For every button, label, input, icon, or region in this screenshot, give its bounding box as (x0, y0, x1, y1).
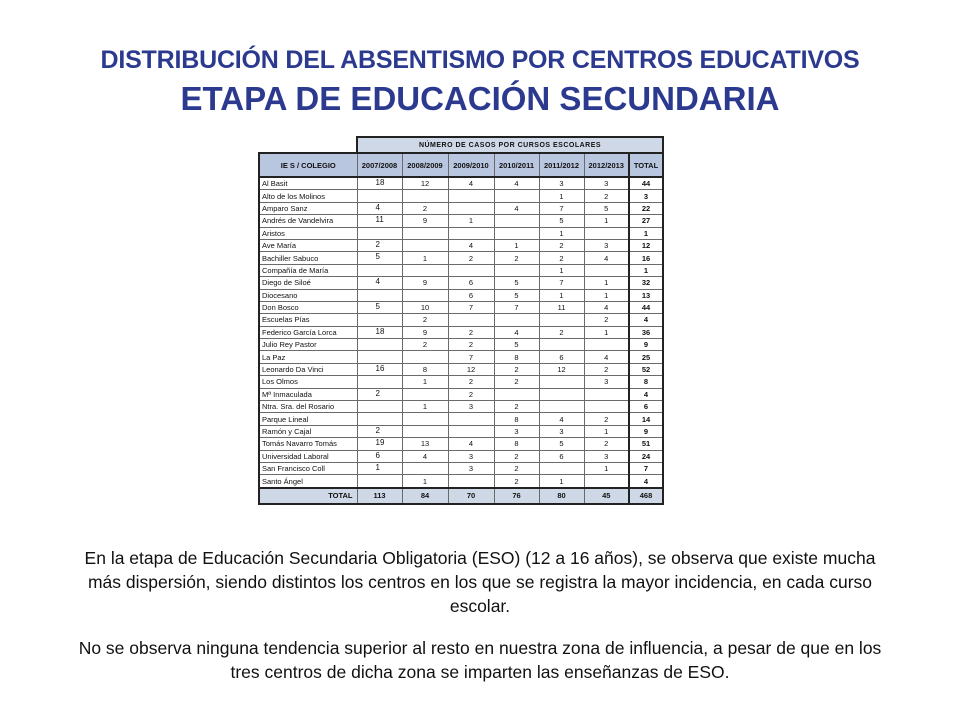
value-cell: 1 (357, 462, 402, 474)
school-name-cell: Federico García Lorca (259, 326, 357, 338)
row-total-cell: 14 (629, 413, 663, 425)
value-cell: 4 (448, 438, 494, 450)
column-header: 2011/2012 (539, 153, 584, 177)
value-cell (357, 264, 402, 276)
value-cell: 4 (494, 202, 539, 214)
value-cell: 2 (448, 326, 494, 338)
value-cell: 12 (402, 177, 448, 190)
table-row (259, 388, 663, 400)
value-cell: 7 (539, 202, 584, 214)
value-cell: 2 (448, 252, 494, 264)
value-cell: 2 (402, 202, 448, 214)
row-total-cell: 25 (629, 351, 663, 363)
table-total-row (259, 488, 663, 504)
value-cell: 3 (584, 239, 629, 251)
value-cell: 5 (494, 277, 539, 289)
row-total-cell: 4 (629, 388, 663, 400)
value-cell (584, 388, 629, 400)
value-cell: 5 (357, 252, 402, 264)
table-row (259, 215, 663, 227)
value-cell: 7 (448, 351, 494, 363)
value-cell (357, 413, 402, 425)
value-cell: 6 (539, 351, 584, 363)
table-row (259, 177, 663, 190)
value-cell (402, 190, 448, 202)
value-cell: 2 (584, 363, 629, 375)
value-cell: 1 (539, 264, 584, 276)
value-cell: 3 (448, 450, 494, 462)
value-cell: 1 (584, 462, 629, 474)
value-cell: 1 (584, 289, 629, 301)
value-cell: 1 (494, 239, 539, 251)
value-cell (584, 339, 629, 351)
value-cell: 7 (539, 277, 584, 289)
value-cell: 2 (494, 252, 539, 264)
value-cell: 8 (402, 363, 448, 375)
value-cell: 3 (539, 425, 584, 437)
school-name-cell: Universidad Laboral (259, 450, 357, 462)
value-cell (357, 227, 402, 239)
table-header-row (259, 153, 663, 177)
value-cell (448, 227, 494, 239)
value-cell (357, 339, 402, 351)
value-cell (494, 227, 539, 239)
value-cell: 2 (584, 190, 629, 202)
value-cell (402, 462, 448, 474)
school-name-cell: Julio Rey Pastor (259, 339, 357, 351)
table-row (259, 351, 663, 363)
value-cell (584, 264, 629, 276)
value-cell: 2 (494, 376, 539, 388)
value-cell: 2 (448, 339, 494, 351)
table-row (259, 289, 663, 301)
table-row (259, 277, 663, 289)
table-row (259, 462, 663, 474)
school-name-cell: Santo Ángel (259, 475, 357, 488)
table-row (259, 376, 663, 388)
row-total-cell: 44 (629, 301, 663, 313)
school-name-cell: Ave María (259, 239, 357, 251)
school-name-cell: Mª Inmaculada (259, 388, 357, 400)
value-cell (402, 239, 448, 251)
table-row (259, 326, 663, 338)
value-cell (357, 401, 402, 413)
table-row (259, 239, 663, 251)
value-cell: 18 (357, 177, 402, 190)
value-cell: 9 (402, 215, 448, 227)
row-total-cell: 8 (629, 376, 663, 388)
value-cell: 5 (494, 339, 539, 351)
value-cell (584, 401, 629, 413)
value-cell: 1 (539, 289, 584, 301)
table-row (259, 202, 663, 214)
table-row (259, 190, 663, 202)
column-header: 2008/2009 (402, 153, 448, 177)
absenteeism-table (258, 136, 664, 505)
value-cell: 1 (539, 190, 584, 202)
value-cell: 3 (584, 450, 629, 462)
value-cell: 1 (539, 475, 584, 488)
school-name-cell: Ntra. Sra. del Rosario (259, 401, 357, 413)
value-cell: 6 (539, 450, 584, 462)
value-cell: 2 (494, 401, 539, 413)
value-cell: 2 (494, 475, 539, 488)
value-cell: 1 (539, 227, 584, 239)
value-cell: 4 (494, 177, 539, 190)
value-cell (448, 202, 494, 214)
table-row (259, 475, 663, 488)
value-cell: 11 (539, 301, 584, 313)
row-total-cell: 1 (629, 264, 663, 276)
column-total-cell: 76 (494, 488, 539, 504)
value-cell: 4 (584, 301, 629, 313)
school-name-cell: Parque Lineal (259, 413, 357, 425)
page-title: DISTRIBUCIÓN DEL ABSENTISMO POR CENTROS EDUCATIVOS (100, 46, 860, 74)
paragraph-conclusion: No se observa ninguna tendencia superior al resto en nuestra zona de influencia, a pesar de que en los tres centros de dicha zona se imparten las enseñanzas de ESO. (78, 638, 882, 682)
table-group-header: NÚMERO DE CASOS POR CURSOS ESCOLARES (357, 137, 663, 153)
value-cell: 2 (357, 239, 402, 251)
column-header: 2012/2013 (584, 153, 629, 177)
school-name-cell: Don Bosco (259, 301, 357, 313)
row-total-cell: 36 (629, 326, 663, 338)
value-cell: 6 (448, 277, 494, 289)
value-cell (357, 475, 402, 488)
value-cell (402, 425, 448, 437)
value-cell (402, 413, 448, 425)
school-name-cell: Ramón y Cajal (259, 425, 357, 437)
value-cell: 4 (584, 351, 629, 363)
school-name-cell: Compañía de María (259, 264, 357, 276)
row-total-cell: 9 (629, 425, 663, 437)
value-cell: 16 (357, 363, 402, 375)
paragraph-observation: En la etapa de Educación Secundaria Obligatoria (ESO) (12 a 16 años), se observa que existe mucha más dispersión, siendo distintos los centros en los que se registra la mayor incidencia, en cada curso escolar. (84, 548, 876, 616)
column-total-cell: 84 (402, 488, 448, 504)
value-cell: 4 (402, 450, 448, 462)
absenteeism-table-container (258, 136, 662, 518)
column-total-cell: 45 (584, 488, 629, 504)
table-row (259, 425, 663, 437)
row-total-cell: 4 (629, 314, 663, 326)
row-total-cell: 12 (629, 239, 663, 251)
table-row (259, 252, 663, 264)
value-cell: 7 (448, 301, 494, 313)
value-cell (539, 339, 584, 351)
school-name-cell: San Francisco Coll (259, 462, 357, 474)
value-cell: 1 (584, 326, 629, 338)
value-cell: 1 (402, 376, 448, 388)
column-header: TOTAL (629, 153, 663, 177)
row-total-cell: 16 (629, 252, 663, 264)
value-cell: 8 (494, 438, 539, 450)
table-row (259, 413, 663, 425)
value-cell (357, 289, 402, 301)
value-cell (539, 388, 584, 400)
value-cell (402, 289, 448, 301)
value-cell: 12 (539, 363, 584, 375)
value-cell: 4 (448, 239, 494, 251)
value-cell (402, 227, 448, 239)
row-total-cell: 24 (629, 450, 663, 462)
value-cell (494, 314, 539, 326)
value-cell: 3 (584, 376, 629, 388)
table-row (259, 438, 663, 450)
row-total-cell: 7 (629, 462, 663, 474)
school-name-cell: Diocesano (259, 289, 357, 301)
value-cell: 6 (357, 450, 402, 462)
value-cell: 3 (448, 462, 494, 474)
school-name-cell: Escuelas Pías (259, 314, 357, 326)
row-total-cell: 4 (629, 475, 663, 488)
value-cell (494, 190, 539, 202)
value-cell: 3 (584, 177, 629, 190)
school-name-cell: Andrés de Vandelvira (259, 215, 357, 227)
value-cell: 2 (357, 425, 402, 437)
value-cell: 5 (584, 202, 629, 214)
value-cell: 2 (357, 388, 402, 400)
value-cell: 2 (448, 388, 494, 400)
row-total-cell: 27 (629, 215, 663, 227)
value-cell: 9 (402, 326, 448, 338)
value-cell: 1 (402, 475, 448, 488)
school-name-cell: Leonardo Da Vinci (259, 363, 357, 375)
value-cell: 1 (584, 277, 629, 289)
value-cell (494, 215, 539, 227)
value-cell: 2 (448, 376, 494, 388)
school-name-cell: Alto de los Molinos (259, 190, 357, 202)
value-cell: 2 (494, 462, 539, 474)
value-cell: 8 (494, 351, 539, 363)
value-cell: 4 (357, 277, 402, 289)
value-cell: 1 (584, 215, 629, 227)
table-group-header-row (259, 137, 663, 153)
value-cell (357, 190, 402, 202)
total-label-cell: TOTAL (259, 488, 357, 504)
value-cell: 8 (494, 413, 539, 425)
school-name-cell: La Paz (259, 351, 357, 363)
value-cell (539, 401, 584, 413)
value-cell: 5 (494, 289, 539, 301)
school-name-cell: Aristos (259, 227, 357, 239)
value-cell: 2 (539, 252, 584, 264)
value-cell: 2 (494, 450, 539, 462)
value-cell: 4 (584, 252, 629, 264)
value-cell: 2 (539, 326, 584, 338)
value-cell (539, 376, 584, 388)
column-header: 2009/2010 (448, 153, 494, 177)
value-cell: 9 (402, 277, 448, 289)
column-total-cell: 70 (448, 488, 494, 504)
row-total-cell: 22 (629, 202, 663, 214)
value-cell: 2 (402, 339, 448, 351)
table-row (259, 301, 663, 313)
value-cell (539, 462, 584, 474)
value-cell: 1 (584, 425, 629, 437)
value-cell (448, 475, 494, 488)
value-cell: 5 (357, 301, 402, 313)
school-name-cell: Amparo Sanz (259, 202, 357, 214)
value-cell: 5 (539, 438, 584, 450)
value-cell (402, 388, 448, 400)
row-total-cell: 6 (629, 401, 663, 413)
column-total-cell: 113 (357, 488, 402, 504)
school-name-cell: Los Olmos (259, 376, 357, 388)
value-cell: 19 (357, 438, 402, 450)
value-cell (584, 475, 629, 488)
row-total-cell: 13 (629, 289, 663, 301)
value-cell: 4 (357, 202, 402, 214)
value-cell (448, 190, 494, 202)
page-subtitle: ETAPA DE EDUCACIÓN SECUNDARIA (180, 80, 780, 117)
value-cell (448, 264, 494, 276)
value-cell: 12 (448, 363, 494, 375)
value-cell: 2 (494, 363, 539, 375)
row-total-cell: 52 (629, 363, 663, 375)
value-cell: 4 (448, 177, 494, 190)
value-cell (494, 388, 539, 400)
table-row (259, 363, 663, 375)
column-header: 2007/2008 (357, 153, 402, 177)
value-cell (448, 425, 494, 437)
value-cell: 2 (584, 413, 629, 425)
value-cell: 6 (448, 289, 494, 301)
value-cell: 10 (402, 301, 448, 313)
column-total-cell: 80 (539, 488, 584, 504)
value-cell: 7 (494, 301, 539, 313)
value-cell: 18 (357, 326, 402, 338)
table-row (259, 339, 663, 351)
value-cell: 11 (357, 215, 402, 227)
column-header: 2010/2011 (494, 153, 539, 177)
value-cell: 2 (539, 239, 584, 251)
value-cell (357, 351, 402, 363)
value-cell: 1 (448, 215, 494, 227)
value-cell (539, 314, 584, 326)
row-total-cell: 3 (629, 190, 663, 202)
table-row (259, 227, 663, 239)
row-total-cell: 9 (629, 339, 663, 351)
school-name-cell: Tomás Navarro Tomás (259, 438, 357, 450)
table-row (259, 314, 663, 326)
school-name-cell: Al Basit (259, 177, 357, 190)
school-name-cell: Diego de Siloé (259, 277, 357, 289)
value-cell: 5 (539, 215, 584, 227)
value-cell: 2 (584, 438, 629, 450)
table-group-blank (259, 137, 357, 153)
value-cell (448, 413, 494, 425)
value-cell: 1 (402, 401, 448, 413)
column-header: IE S / COLEGIO (259, 153, 357, 177)
value-cell: 3 (448, 401, 494, 413)
table-row (259, 264, 663, 276)
value-cell: 13 (402, 438, 448, 450)
table-body (259, 137, 663, 504)
value-cell (448, 314, 494, 326)
value-cell (357, 314, 402, 326)
value-cell (584, 227, 629, 239)
value-cell: 1 (402, 252, 448, 264)
value-cell: 3 (494, 425, 539, 437)
value-cell (357, 376, 402, 388)
value-cell (402, 264, 448, 276)
value-cell: 4 (539, 413, 584, 425)
row-total-cell: 51 (629, 438, 663, 450)
row-total-cell: 44 (629, 177, 663, 190)
school-name-cell: Bachiller Sabuco (259, 252, 357, 264)
value-cell: 4 (494, 326, 539, 338)
value-cell: 2 (402, 314, 448, 326)
value-cell (494, 264, 539, 276)
row-total-cell: 32 (629, 277, 663, 289)
value-cell: 3 (539, 177, 584, 190)
table-row (259, 450, 663, 462)
row-total-cell: 1 (629, 227, 663, 239)
table-row (259, 401, 663, 413)
value-cell (402, 351, 448, 363)
grand-total-cell: 468 (629, 488, 663, 504)
value-cell: 2 (584, 314, 629, 326)
